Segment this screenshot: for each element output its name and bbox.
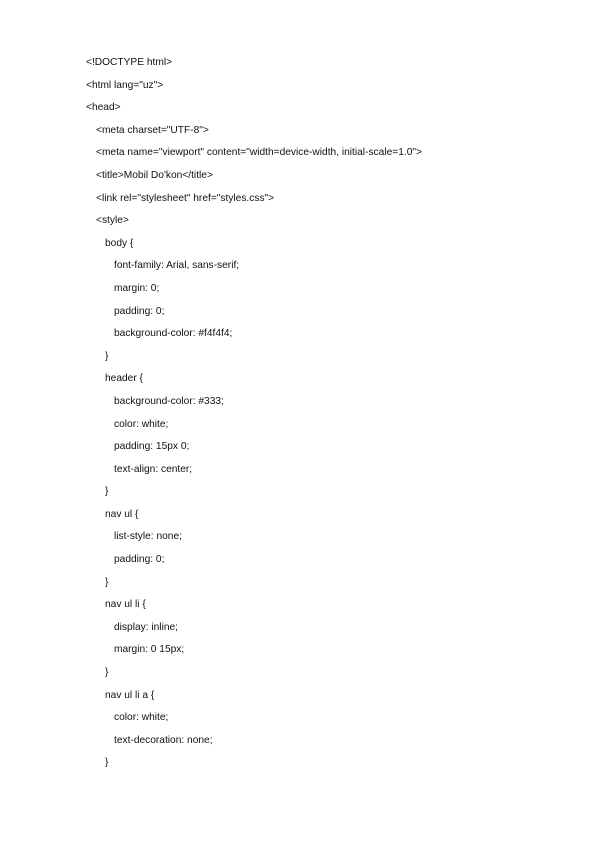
code-line: nav ul li { [105,599,146,611]
code-listing [86,56,422,779]
code-line: display: inline; [114,621,178,633]
code-line: } [105,486,109,498]
code-line: background-color: #f4f4f4; [114,328,233,340]
code-line: } [105,576,109,588]
code-line: <style> [96,215,129,227]
code-line: padding: 0; [114,554,165,566]
code-line: <meta charset="UTF-8"> [96,124,209,136]
code-line: } [105,667,109,679]
code-line: nav ul li a { [105,689,155,701]
code-line: color: white; [114,712,169,724]
code-line: list-style: none; [114,531,182,543]
code-line: background-color: #333; [114,395,224,407]
code-line: padding: 15px 0; [114,441,190,453]
code-line: padding: 0; [114,305,165,317]
code-line: nav ul { [105,508,139,520]
code-line: } [105,757,109,769]
code-line: margin: 0; [114,282,160,294]
code-line: margin: 0 15px; [114,644,185,656]
code-line: <html lang="uz"> [86,79,164,91]
code-line: text-decoration: none; [114,734,213,746]
code-line: color: white; [114,418,169,430]
code-line: font-family: Arial, sans-serif; [114,260,240,272]
code-line: body { [105,237,134,249]
code-line: <link rel="stylesheet" href="styles.css"> [96,192,275,204]
code-line: <head> [86,102,121,114]
code-line: <meta name="viewport" content="width=device-width, initial-scale=1.0"> [96,147,422,159]
code-line: } [105,350,109,362]
code-line: text-align: center; [114,463,193,475]
code-line: <title>Mobil Do'kon</title> [96,169,213,181]
code-line: <!DOCTYPE html> [86,57,173,68]
code-line: header { [105,373,143,385]
